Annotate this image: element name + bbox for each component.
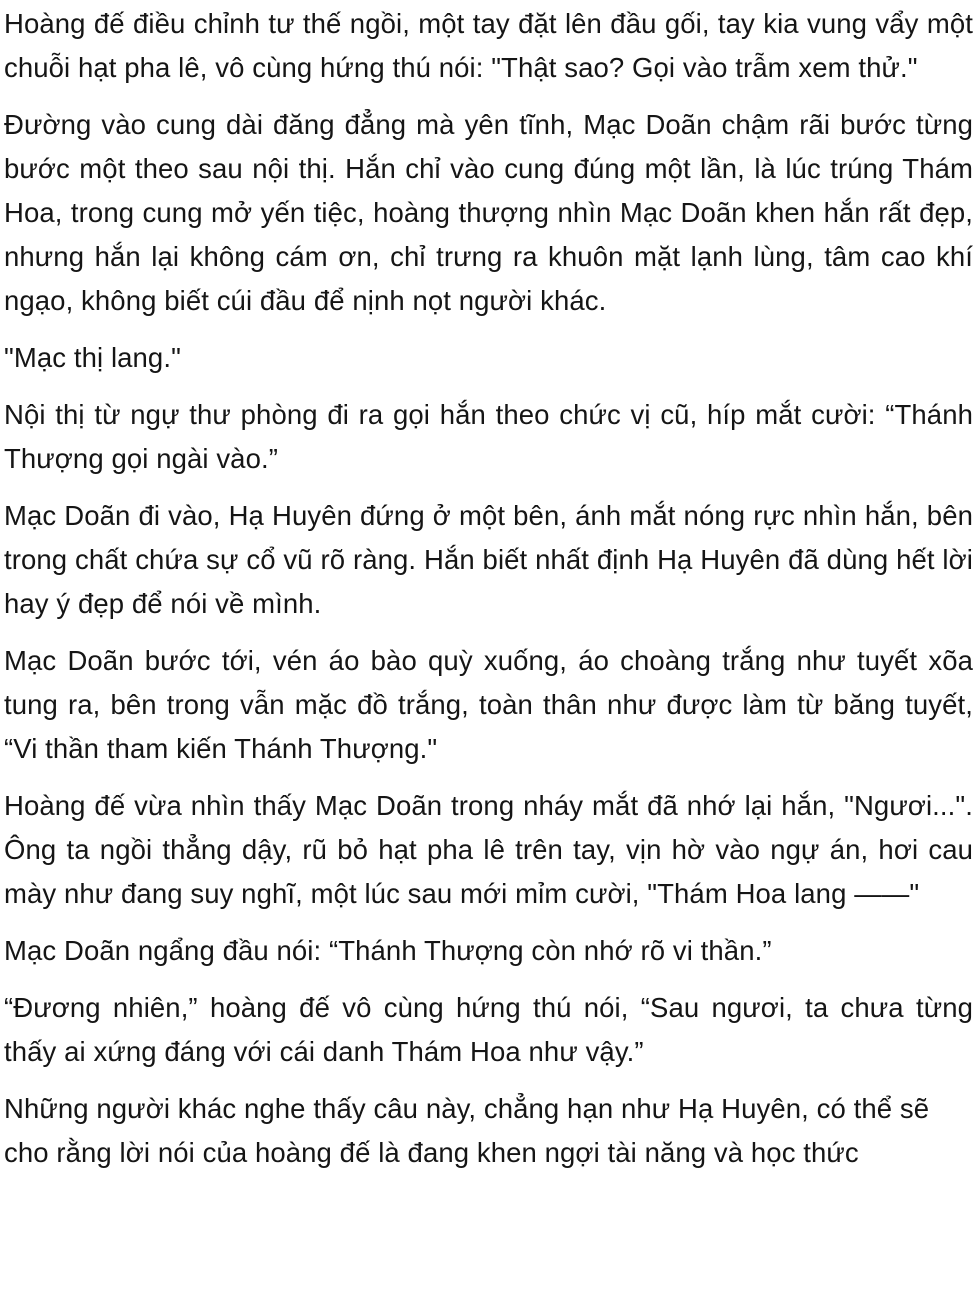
paragraph-1: Hoàng đế điều chỉnh tư thế ngồi, một tay đặt lên đầu gối, tay kia vung vẩy một chuỗi hạt pha lê, vô cùng hứng thú nói: "Thật sao? Gọi vào trẫm xem thử." [4,8,973,83]
paragraph-7: Hoàng đế vừa nhìn thấy Mạc Doãn trong nháy mắt đã nhớ lại hắn, "Ngươi...". Ông ta ngồi thẳng dậy, rũ bỏ hạt pha lê trên tay, vịn hờ vào ngự án, hơi cau mày như đang suy nghĩ, một lúc sau mới mỉm cười, "Thám Hoa lang ——" [4,790,973,909]
paragraph-3: "Mạc thị lang." [4,342,181,373]
paragraph-2: Đường vào cung dài đăng đẳng mà yên tĩnh, Mạc Doãn chậm rãi bước từng bước một theo sau nội thị. Hắn chỉ vào cung đúng một lần, là lúc trúng Thám Hoa, trong cung mở yến tiệc, hoàng thượng nhìn Mạc Doãn khen hắn rất đẹp, nhưng hắn lại không cám ơn, chỉ trưng ra khuôn mặt lạnh lùng, tâm cao khí ngạo, không biết cúi đầu để nịnh nọt người khác. [4,109,973,316]
paragraph-9: “Đương nhiên,” hoàng đế vô cùng hứng thú nói, “Sau ngươi, ta chưa từng thấy ai xứng đáng với cái danh Thám Hoa như vậy.” [4,992,973,1067]
paragraph-8: Mạc Doãn ngẩng đầu nói: “Thánh Thượng còn nhớ rõ vi thần.” [4,935,772,966]
paragraph-5: Mạc Doãn đi vào, Hạ Huyên đứng ở một bên, ánh mắt nóng rực nhìn hắn, bên trong chất chứa sự cổ vũ rõ ràng. Hắn biết nhất định Hạ Huyên đã dùng hết lời hay ý đẹp để nói về mình. [4,500,973,619]
paragraph-4: Nội thị từ ngự thư phòng đi ra gọi hắn theo chức vị cũ, híp mắt cười: “Thánh Thượng gọi ngài vào.” [4,399,973,474]
paragraph-10: Những người khác nghe thấy câu này, chẳng hạn như Hạ Huyên, có thể sẽ cho rằng lời nói của hoàng đế là đang khen ngợi tài năng và học thức [4,1093,930,1168]
paragraph-6: Mạc Doãn bước tới, vén áo bào quỳ xuống, áo choàng trắng như tuyết xõa tung ra, bên trong vẫn mặc đồ trắng, toàn thân như được làm từ băng tuyết, “Vi thần tham kiến Thánh Thượng." [4,645,973,764]
